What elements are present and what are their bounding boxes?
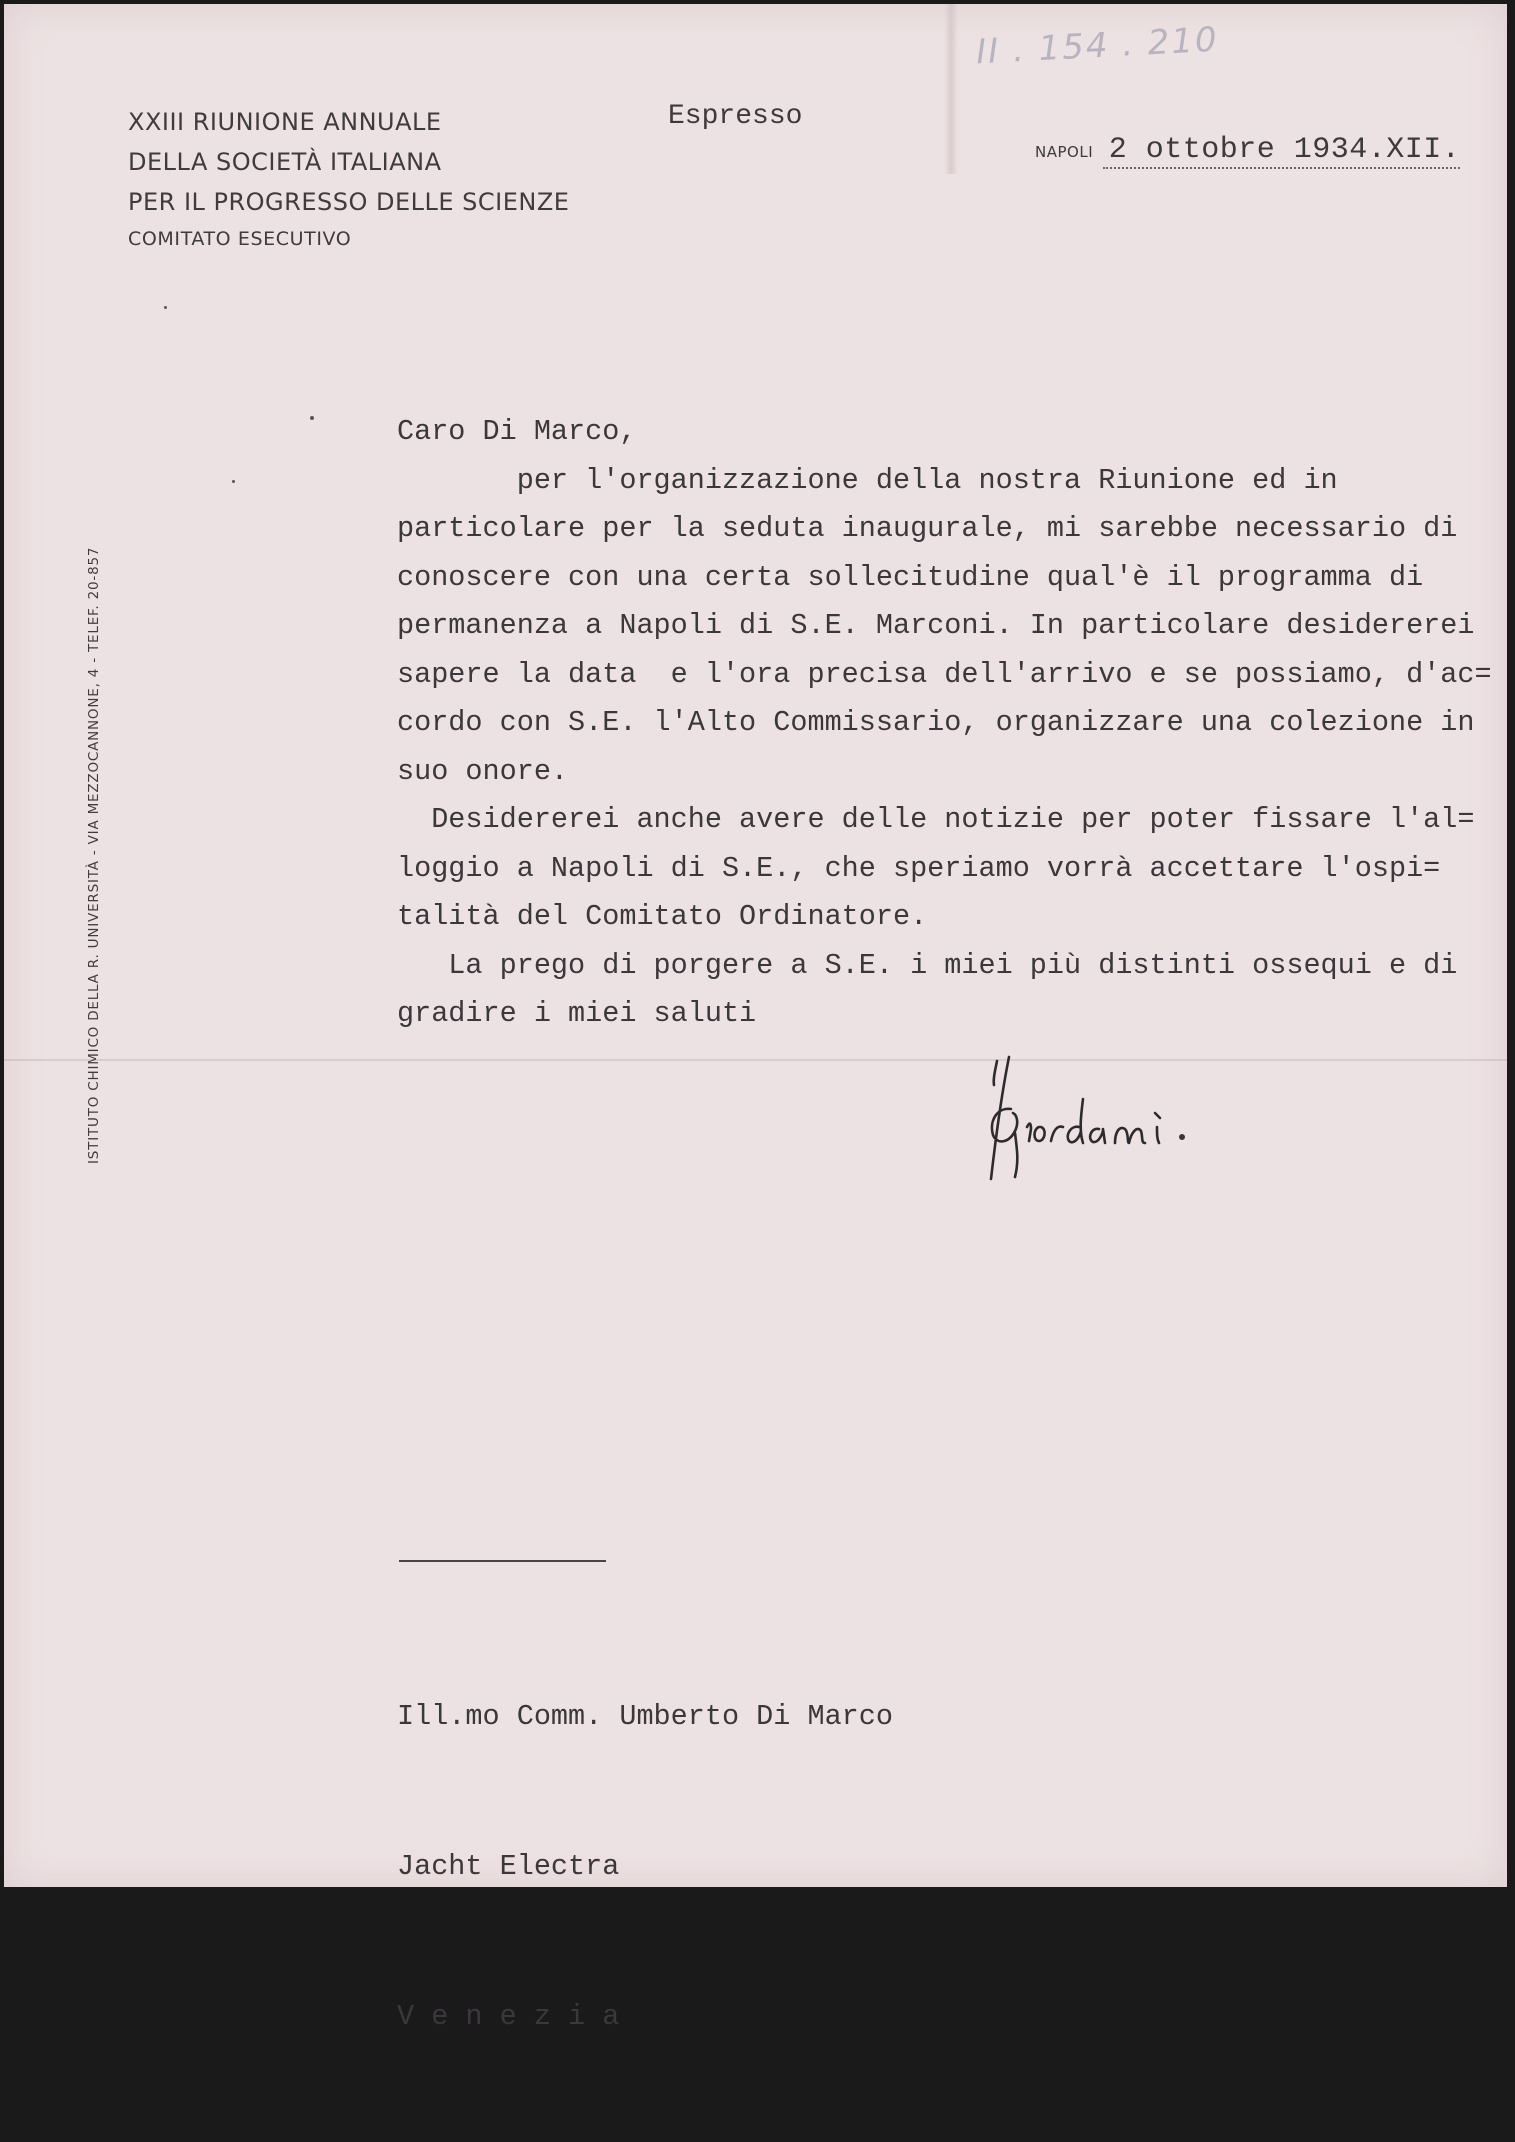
- archive-number: II . 154 . 210: [975, 19, 1220, 73]
- recipient-vessel: Jacht Electra: [397, 1850, 620, 1883]
- institute-address-sidebar: ISTITUTO CHIMICO DELLA R. UNIVERSITÀ - VIA MEZZOCANNONE, 4 - TELEF. 20-857: [86, 546, 102, 1164]
- letterhead-line-2: DELLA SOCIETÀ ITALIANA: [128, 148, 442, 176]
- body-line: talità del Comitato Ordinatore.: [397, 900, 928, 933]
- body-line: per l'organizzazione della nostra Riunione ed in: [397, 463, 1338, 497]
- letter-page: [4, 4, 1507, 2033]
- handwritten-signature: [979, 1049, 1239, 1189]
- body-line: gradire i miei saluti: [397, 997, 757, 1030]
- delivery-mark: Espresso: [668, 101, 803, 132]
- paper-speck: [232, 480, 235, 483]
- address-separator: [399, 1560, 606, 1562]
- letterhead-line-1: XXIII RIUNIONE ANNUALE: [128, 108, 442, 136]
- paper-speck: [164, 306, 167, 309]
- body-line: permanenza a Napoli di S.E. Marconi. In particolare desidererei: [397, 609, 1475, 642]
- body-line: Desidererei anche avere delle notizie per poter fissare l'al=: [397, 803, 1475, 836]
- horizontal-fold: [4, 1059, 1507, 1061]
- letterhead: [128, 102, 569, 250]
- place-name: NAPOLI: [1035, 143, 1094, 161]
- body-line: particolare per la seduta inaugurale, mi sarebbe necessario di: [397, 512, 1458, 545]
- paper-speck: [310, 416, 314, 420]
- salutation: Caro Di Marco,: [397, 415, 637, 448]
- letter-body: [397, 408, 1492, 1039]
- body-line: sapere la data e l'ora precisa dell'arrivo e se possiamo, d'ac=: [397, 657, 1492, 691]
- letterhead-committee: COMITATO ESECUTIVO: [128, 228, 352, 250]
- body-line: cordo con S.E. l'Alto Commissario, organizzare una colezione in: [397, 706, 1475, 739]
- body-line: La prego di porgere a S.E. i miei più distinti ossequi e di: [397, 948, 1458, 982]
- body-line: loggio a Napoli di S.E., che speriamo vorrà accettare l'ospi=: [397, 851, 1441, 885]
- paper-crease: [944, 4, 958, 174]
- body-line: conoscere con una certa sollecitudine qual'è il programma di: [397, 560, 1424, 594]
- letter-date: 2 ottobre 1934.XII.: [1103, 133, 1461, 169]
- place-and-date: [1035, 133, 1460, 167]
- body-line: suo onore.: [397, 754, 569, 788]
- letterhead-line-3: PER IL PROGRESSO DELLE SCIENZE: [128, 188, 570, 216]
- recipient-city: V e n e z i a: [397, 2000, 620, 2033]
- recipient-name: Ill.mo Comm. Umberto Di Marco: [397, 1700, 893, 1733]
- recipient-address: [397, 1592, 893, 2142]
